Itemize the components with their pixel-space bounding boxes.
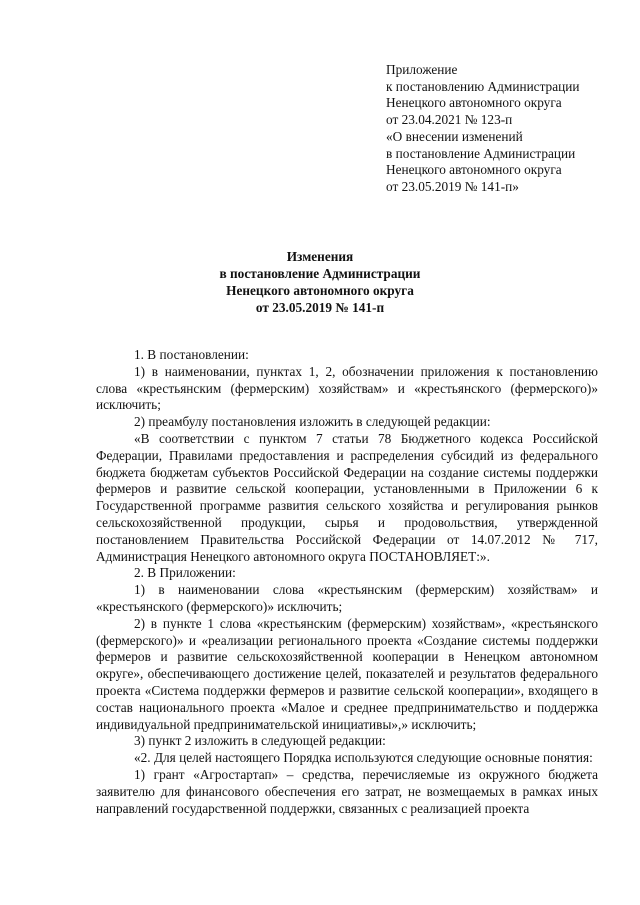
- title-line: от 23.05.2019 № 141-п: [255, 300, 385, 315]
- paragraph: 1. В постановлении:: [134, 347, 249, 362]
- paragraph: 2) преамбулу постановления изложить в следующей редакции:: [134, 414, 491, 430]
- paragraph: 1) в наименовании, пунктах 1, 2, обозначении приложения к постановлению слова «крестьянским (фермерским) хозяйствам» и «крестьянского (фермерского)» исключить;: [96, 363, 598, 413]
- title-line: в постановление Администрации: [219, 266, 421, 281]
- paragraph: 2. В Приложении:: [134, 565, 236, 581]
- paragraph: «2. Для целей настоящего Порядка используются следующие основные понятия:: [134, 750, 593, 766]
- approval-line: Ненецкого автономного округа: [386, 95, 562, 111]
- approval-line: Ненецкого автономного округа: [386, 162, 562, 178]
- approval-block: [386, 62, 616, 196]
- paragraph: 3) пункт 2 изложить в следующей редакции:: [134, 733, 386, 749]
- title-line: Ненецкого автономного округа: [226, 283, 414, 298]
- paragraph: 1) в наименовании слова «крестьянским (фермерским) хозяйствам» и «крестьянского (фермерского)» исключить;: [96, 582, 598, 614]
- document-title: [96, 248, 544, 316]
- approval-line: «О внесении изменений: [386, 128, 523, 144]
- paragraph: 1) грант «Агростартап» – средства, перечисляемые из окружного бюджета заявителю для финансового обеспечения его затрат, не возмещаемых в рамках иных направлений государственной поддержки, связанных с реализацией проекта: [96, 766, 598, 816]
- approval-line: от 23.04.2021 № 123-п: [386, 112, 513, 128]
- approval-line: в постановление Администрации: [386, 145, 576, 161]
- document-body: [96, 347, 598, 817]
- title-line: Изменения: [286, 249, 354, 264]
- paragraph: «В соответствии с пунктом 7 статьи 78 Бюджетного кодекса Российской Федерации, Правилами предоставления и распределения субсидий из федерального бюджета бюджетам субъектов Российской Федерации на создание системы поддержки фермеров и развитие сельской кооперации, установленными в Приложении 6 к Государственной программе развития сельского хозяйства и регулирования рынков сельскохозяйственной продукции, сырья и продовольствия, утвержденной постановлением Правительства Российской Федерации от 14.07.2012 № 717, Администрация Ненецкого автономного округа ПОСТАНОВЛЯЕТ:».: [96, 430, 598, 564]
- paragraph: 2) в пункте 1 слова «крестьянским (фермерским) хозяйствам», «крестьянского (фермерского)» и «реализации регионального проекта «Создание системы поддержки фермеров и развитие сельскохозяйственной кооперации в Ненецком автономном округе», обеспечивающего достижение целей, показателей и результатов федерального проекта «Система поддержки фермеров и развитие сельской кооперации», входящего в состав национального проекта «Малое и среднее предпринимательство и поддержка индивидуальной предпринимательской инициативы»,» исключить;: [96, 615, 598, 732]
- approval-line: Приложение: [386, 62, 458, 77]
- approval-line: к постановлению Администрации: [386, 78, 580, 94]
- approval-line: от 23.05.2019 № 141-п»: [386, 178, 519, 194]
